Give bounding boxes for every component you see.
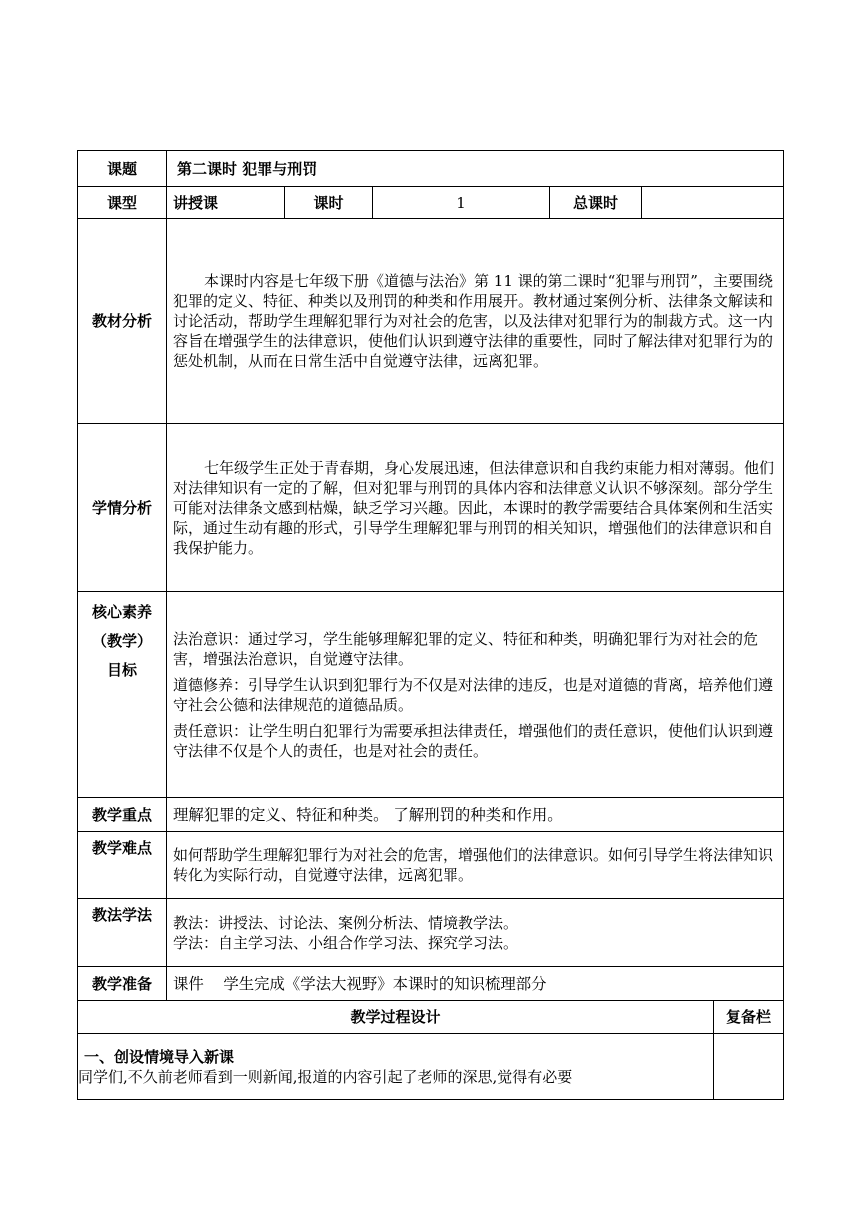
- goal-responsibility: 责任意识：让学生明白犯罪行为需要承担法律责任，增强他们的责任意识，使他们认识到遵守法律不仅是个人的责任，也是对社会的责任。: [173, 721, 774, 760]
- hours-label: 课时: [285, 187, 373, 219]
- total-hours-label: 总课时: [550, 187, 642, 219]
- core-goals-row: [78, 592, 784, 798]
- student-analysis-text: 七年级学生正处于青春期，身心发展迅速，但法律意识和自我约束能力相对薄弱。他们对法律知识有一定的了解，但对犯罪与刑罚的具体内容和法律意义认识不够深刻。部分学生可能对法律条文感到枯燥，缺乏学习兴趣。因此，本课时的教学需要结合具体案例和生活实际，通过生动有趣的形式，引导学生理解犯罪与刑罚的相关知识，增强他们的法律意识和自我保护能力。: [167, 424, 784, 592]
- goal-morality: 道德修养：引导学生认识到犯罪行为不仅是对法律的违反，也是对道德的背离，培养他们遵守社会公德和法律规范的道德品质。: [173, 675, 774, 714]
- topic-label: 课题: [78, 151, 167, 187]
- core-goals-list: [167, 592, 784, 798]
- section-title: 一、创设情境导入新课: [84, 1047, 235, 1066]
- review-column-label: 复备栏: [714, 1001, 784, 1034]
- difficult-points-row: [78, 832, 784, 899]
- hours-value: 1: [373, 187, 550, 219]
- methods-row: [78, 899, 784, 967]
- goal-rule-of-law: 法治意识：通过学习，学生能够理解犯罪的定义、特征和种类，明确犯罪行为对社会的危害，增强法治意识，自觉遵守法律。: [173, 629, 759, 668]
- student-analysis-row: [78, 424, 784, 592]
- key-points-label: 教学重点: [78, 798, 167, 832]
- process-title: 教学过程设计: [78, 1001, 714, 1034]
- type-label: 课型: [78, 187, 167, 219]
- textbook-analysis-label: 教材分析: [78, 219, 167, 424]
- topic-value: 第二课时 犯罪与刑罚: [167, 151, 784, 187]
- textbook-analysis-row: [78, 219, 784, 424]
- teaching-methods: 教法：讲授法、讨论法、案例分析法、情境教学法。: [173, 913, 519, 932]
- preparation-text: 课件 学生完成《学法大视野》本课时的知识梳理部分: [167, 967, 784, 1001]
- methods-list: [167, 899, 784, 967]
- methods-label: 教法学法: [78, 899, 167, 967]
- intro-paragraph: 同学们,不久前老师看到一则新闻,报道的内容引起了老师的深思,觉得有必要: [78, 1067, 573, 1086]
- type-row: [78, 187, 784, 219]
- learning-methods: 学法：自主学习法、小组合作学习法、探究学习法。: [173, 933, 519, 952]
- type-value: 讲授课: [167, 187, 285, 219]
- key-points-row: [78, 798, 784, 832]
- preparation-row: [78, 967, 784, 1001]
- lesson-plan-table: [77, 150, 784, 1100]
- process-content-row: [78, 1034, 784, 1100]
- process-header-row: [78, 1001, 784, 1034]
- total-hours-value: [642, 187, 784, 219]
- key-points-text: 理解犯罪的定义、特征和种类。 了解刑罚的种类和作用。: [167, 798, 784, 832]
- difficult-points-label: 教学难点: [78, 832, 167, 899]
- topic-row: [78, 151, 784, 187]
- preparation-label: 教学准备: [78, 967, 167, 1001]
- difficult-points-text: 如何帮助学生理解犯罪行为对社会的危害，增强他们的法律意识。如何引导学生将法律知识转化为实际行动，自觉遵守法律，远离犯罪。: [167, 832, 784, 899]
- review-column-cell: [714, 1034, 784, 1100]
- core-goals-label-line: 核心素养: [91, 603, 152, 621]
- student-analysis-label: 学情分析: [78, 424, 167, 592]
- core-goals-label-line: 目标: [106, 661, 137, 679]
- core-goals-label: [78, 592, 167, 798]
- core-goals-label-line: （教学）: [91, 632, 152, 650]
- process-content: [78, 1034, 714, 1100]
- textbook-analysis-text: 本课时内容是七年级下册《道德与法治》第 11 课的第二课时“犯罪与刑罚”，主要围绕犯罪的定义、特征、种类以及刑罚的种类和作用展开。教材通过案例分析、法律条文解读和讨论活动，帮助学生理解犯罪行为对社会的危害，以及法律对犯罪行为的制裁方式。这一内容旨在增强学生的法律意识，使他们认识到遵守法律的重要性，同时了解法律对犯罪行为的惩处机制，从而在日常生活中自觉遵守法律，远离犯罪。: [167, 219, 784, 424]
